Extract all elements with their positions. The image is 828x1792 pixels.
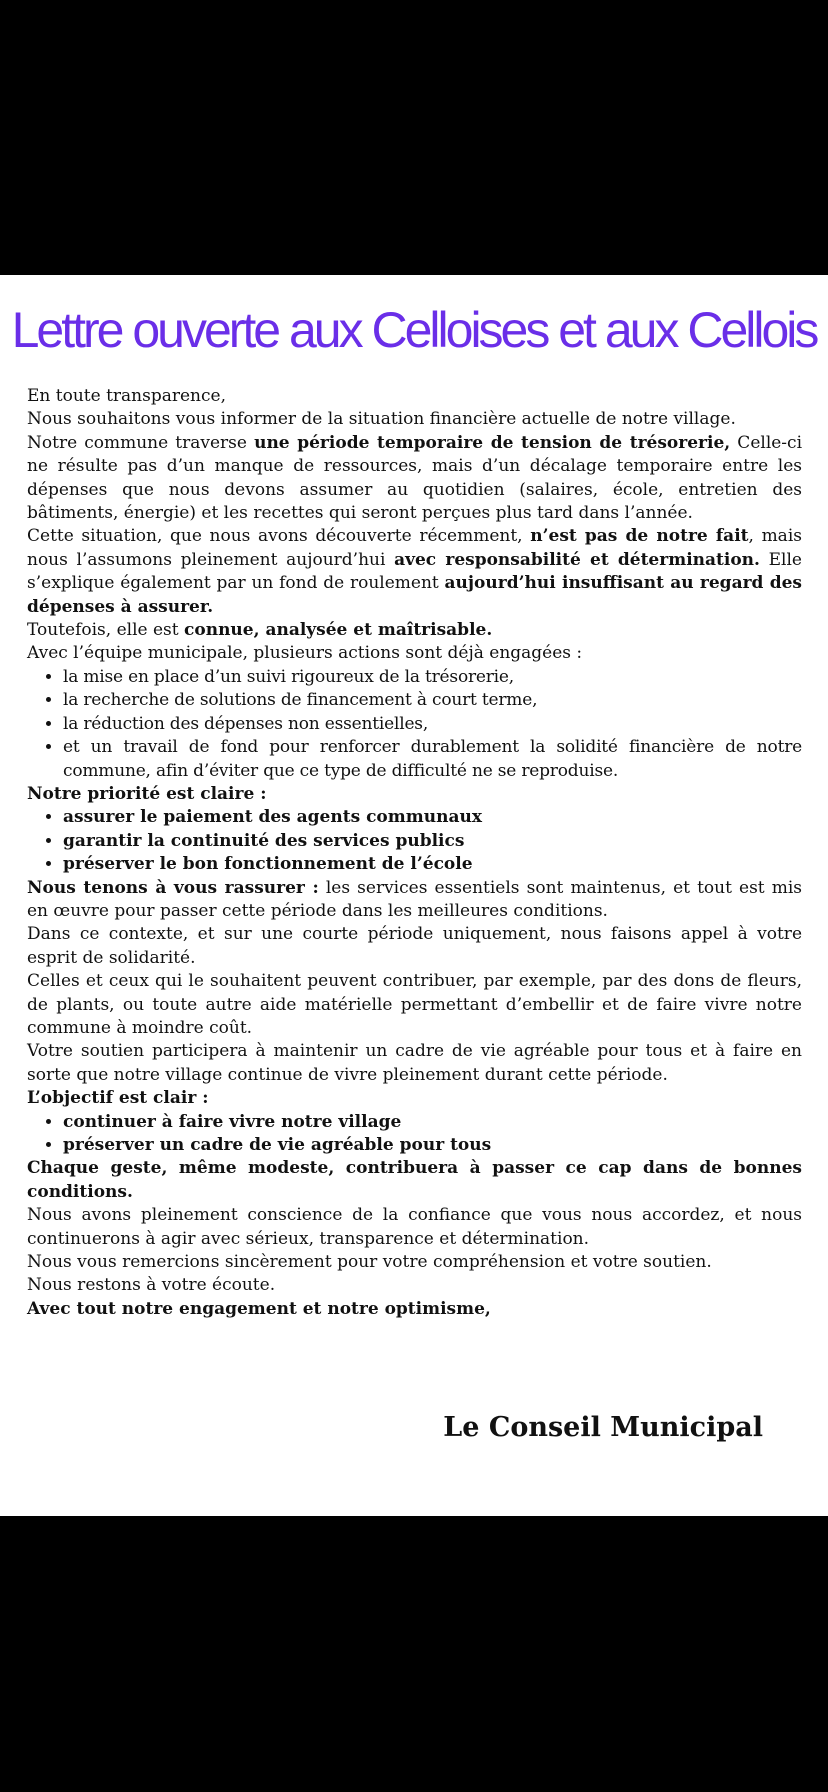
closing-line: Avec tout notre engagement et notre optimisme,: [27, 1298, 491, 1319]
priority-heading: Notre priorité est claire :: [27, 783, 267, 804]
priorities-list: [27, 806, 802, 876]
list-item: • préserver un cadre de vie agréable pour tous: [63, 1134, 802, 1157]
solidarity-paragraph: Dans ce contexte, et sur une courte période uniquement, nous faisons appel à votre esprit de solidarité.: [27, 924, 802, 968]
situation-paragraph: Notre commune traverse une période temporaire de tension de trésorerie, Celle-ci ne résulte pas d’un manque de ressources, mais d’un décalage temporaire entre les dépenses que nous devons assumer au quotidien (salaires, école, entretien des bâtiments, énergie) et les recettes qui seront perçues plus tard dans l’année.: [27, 432, 803, 524]
list-item: • assurer le paiement des agents communaux: [63, 806, 802, 829]
list-item: • la réduction des dépenses non essentielles,: [63, 713, 802, 736]
list-item: • garantir la continuité des services publics: [63, 830, 802, 853]
letter-body: [27, 385, 802, 1321]
reassurance-paragraph: Nous tenons à vous rassurer : les services essentiels sont maintenus, et tout est mis en œuvre pour passer cette période dans les meilleures conditions.: [27, 877, 802, 921]
thanks-paragraph: Nous vous remercions sincèrement pour votre compréhension et votre soutien.: [27, 1252, 712, 1273]
list-item: • préserver le bon fonctionnement de l’école: [63, 853, 802, 876]
actions-list: [27, 666, 802, 783]
list-item: • et un travail de fond pour renforcer durablement la solidité financière de notre commune, afin d’éviter que ce type de difficulté ne se reproduise.: [63, 736, 802, 783]
objectives-list: [27, 1111, 802, 1158]
intro-paragraph: Nous souhaitons vous informer de la situation financière actuelle de notre village.: [27, 409, 736, 430]
greeting: En toute transparence,: [27, 386, 226, 406]
list-item: • la mise en place d’un suivi rigoureux de la trésorerie,: [63, 666, 802, 689]
list-item: • la recherche de solutions de financement à court terme,: [63, 689, 802, 712]
support-paragraph: Votre soutien participera à maintenir un cadre de vie agréable pour tous et à faire en sorte que notre village continue de vivre pleinement durant cette période.: [27, 1041, 802, 1085]
listening-paragraph: Nous restons à votre écoute.: [27, 1275, 276, 1296]
objective-heading: L’objectif est clair :: [27, 1088, 209, 1109]
letter-title: Lettre ouverte aux Celloises et aux Cellois: [11, 302, 817, 358]
donation-paragraph: Celles et ceux qui le souhaitent peuvent contribuer, par exemple, par des dons de fleurs, de plants, ou toute autre aide matérielle permettant d’embellir et de faire vivre notre commune à moindre coût.: [27, 971, 802, 1038]
origin-paragraph: Cette situation, que nous avons découverte récemment, n’est pas de notre fait, mais nous l’assumons pleinement aujourd’hui avec responsabilité et détermination. Elle s’explique également par un fond de roulement aujourd’hui insuffisant au regard des dépenses à assurer.: [27, 526, 802, 617]
control-paragraph: Toutefois, elle est connue, analysée et maîtrisable.: [27, 620, 493, 641]
confidence-paragraph: Nous avons pleinement conscience de la confiance que vous nous accordez, et nous continuerons à agir avec sérieux, transparence et détermination.: [27, 1205, 802, 1249]
gesture-paragraph: Chaque geste, même modeste, contribuera à passer ce cap dans de bonnes conditions.: [27, 1158, 802, 1202]
signature: Le Conseil Municipal: [443, 1412, 763, 1443]
list-item: • continuer à faire vivre notre village: [63, 1111, 802, 1134]
letter-page: [0, 275, 828, 1516]
actions-intro: Avec l’équipe municipale, plusieurs actions sont déjà engagées :: [27, 643, 583, 664]
